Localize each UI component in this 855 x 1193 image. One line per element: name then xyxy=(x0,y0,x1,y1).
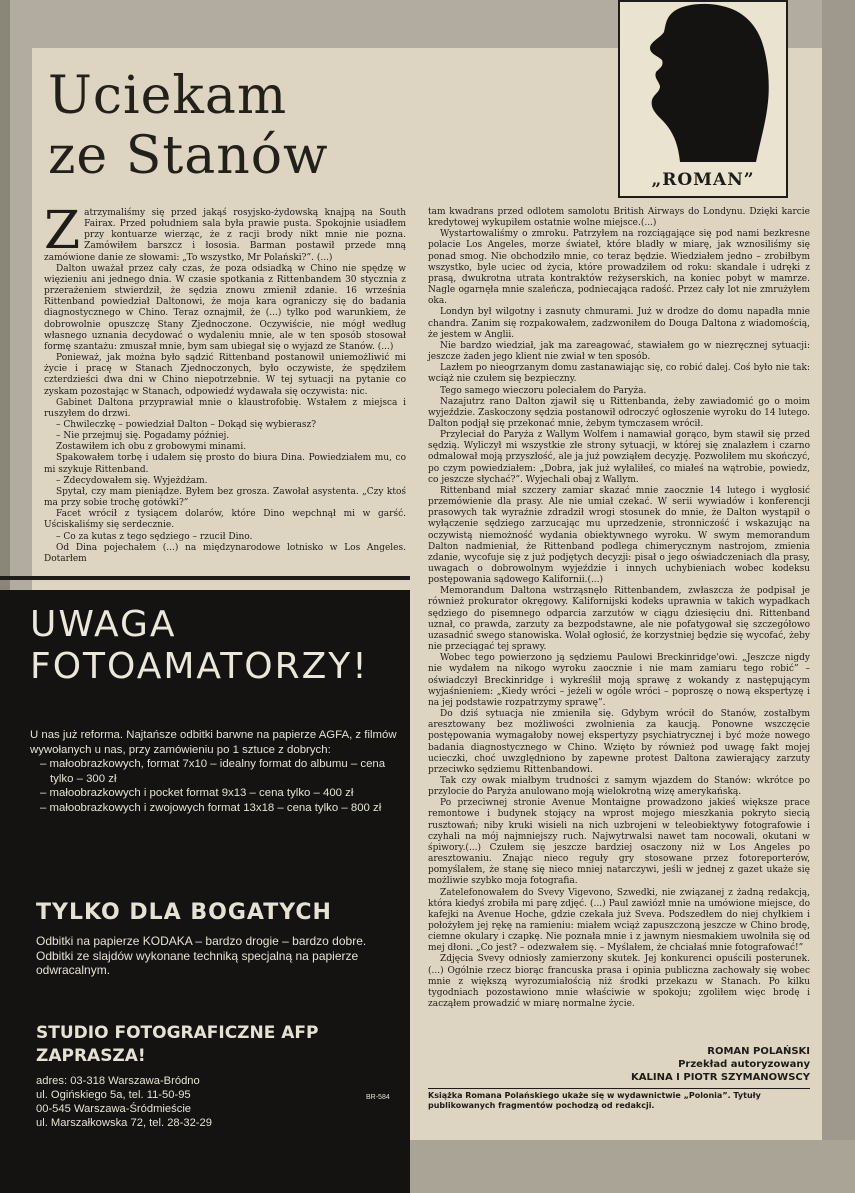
paragraph: Londyn był wilgotny i zasnuty chmurami. Już w drodze do domu napadła mnie chandra. Zanim się rozpakowałem, zadzwoniłem do Douga Daltona z wiadomością, że jestem w Anglii. xyxy=(428,307,810,340)
paragraph: Tak czy owak miałbym trudności z samym wjazdem do Stanów: wkrótce po przylocie do Paryża anulowano moją wielokrotną wizę amerykańską. xyxy=(428,775,810,798)
paragraph: Dalton uważał przez cały czas, że poza odsiadką w Chino nie spędzę w więzieniu ani jednego dnia. W czasie spotkania z Rittenbandem 30 stycznia z przerażeniem stwierdził, że sędzia znowu zmienił zdanie. 16 września Rittenband powiedział Daltonowi, że moja kara ograniczy się do badania diagnostycznego w Chino. Teraz oznajmił, że (...) tylko pod warunkiem, że dobrowolnie opuszczę Stany Zjednoczone. Oczywiście, nie mógł według własnego uznania decydować o wydaleniu mnie, ale w ten sposób stosował formę szantażu: zmuszał mnie, bym sam ubiegał się o wyjazd ze Stanów. (...) xyxy=(44,263,406,352)
footnote-divider xyxy=(428,1088,810,1089)
paragraph: Wystartowaliśmy o zmroku. Patrzyłem na rozciągające się pod nami bezkresne polacie Los Angeles, morze świateł, które bladły w miarę, jak wznosiliśmy się ponad smog. Nie obchodziło mnie, co teraz będzie. Wiedziałem jedno – zrobiłbym wszystko, byle uciec od życia, które prowadziłem od roku: skandale i udręki z prasą, dwukrotna utrata kontraktów reżyserskich, na koniec pobyt w mamrze. Nagle ogarnęła mnie szaleńcza, podniecająca radość. Przez cały lot nie zmrużyłem oka. xyxy=(428,229,810,307)
paragraph: Spakowałem torbę i udałem się prosto do biura Dina. Powiedziałem mu, co mi szykuje Rittenband. xyxy=(44,453,406,475)
ad-code: BR-584 xyxy=(366,1094,390,1101)
ad-headline-line-2: FOTOAMATORZY! xyxy=(30,646,369,687)
page-edge-right xyxy=(822,0,855,1193)
article-column-1 xyxy=(44,201,406,565)
paragraph: – Zdecydowałem się. Wyjeżdżam. xyxy=(56,475,208,486)
paragraph: – Chwileczkę – powiedział Dalton – Dokąd się wybierasz? xyxy=(56,419,317,430)
ad-headline xyxy=(30,604,400,688)
paragraph: Od Dina pojechałem (...) na międzynarodowe lotnisko w Los Angeles. Dotarłem xyxy=(44,542,406,564)
address-line: 00-545 Warszawa-Śródmieście xyxy=(36,1103,192,1115)
paragraph: Spytał, czy mam pieniądze. Byłem bez grosza. Zawołał asystenta. „Czy ktoś ma przy sobie trochę gotówki?” xyxy=(44,486,406,509)
ad-subheading-text: Odbitki na papierze KODAKA – bardzo drogie – bardzo dobre. Odbitki ze slajdów wykonane techniką specjalną na papierze odwracalnym. xyxy=(36,934,367,977)
list-item: – małoobrazkowych i pocket format 9x13 – cena tylko – 400 zł xyxy=(40,787,354,799)
paragraph: Zostawiłem ich obu z grobowymi minami. xyxy=(56,442,247,453)
paragraph: – Nie przejmuj się. Pogadamy później. xyxy=(56,431,230,442)
ad-address xyxy=(36,1074,406,1130)
paragraph: Nie bardzo wiedział, jak ma zareagować, stawiałem go w niezręcznej sytuacji: jeszcze żaden jego klient nie zwiał w ten sposób. xyxy=(428,340,810,363)
article-column-2 xyxy=(428,207,810,1010)
paragraph: Rittenband miał szczery zamiar skazać mnie zaocznie 14 lutego i wygłosić przemówienie dla prasy. Ale nie umiał czekać. W serii wywiadów i konferencji prasowych tak wyraźnie zdradził wrogi stosunek do mnie, że Dalton wystąpił o wyłączenie sędziego zarzucając mu uprzedzenie, stronniczość i wskazując na oczywistą niemożność wydania obiektywnego wyroku. W swym memorandum Dalton nadmieniał, że Rittenband podlega chimerycznym nastrojom, zmienia zdanie, wycofuje się z już podjętych decyzji: pisał o jego oświadczeniach dla prasy, uwagach o dobrowolnym wyjeździe i innych uchybieniach wobec kodeksu postępowania sądowego Kalifornii.(...) xyxy=(428,485,810,586)
paragraph: Facet wrócił z tysiącem dolarów, które Dino wepchnął mi w garść. Uściskaliśmy się serdecznie. xyxy=(44,509,406,531)
author-silhouette-photo xyxy=(618,0,788,198)
ad-subheading: TYLKO DLA BOGATYCH xyxy=(36,900,332,925)
ad-headline-line-1: UWAGA xyxy=(30,604,177,645)
paragraph: Gabinet Daltona przyprawiał mnie o klaustrofobię. Wstałem z miejsca i ruszyłem do drzwi. xyxy=(44,397,406,419)
translators: KALINA I PIOTR SZYMANOWSCY xyxy=(631,1072,810,1083)
ad-offer xyxy=(30,728,400,815)
paragraph: Tego samego wieczoru poleciałem do Paryża. xyxy=(440,385,647,396)
profile-silhouette-icon xyxy=(620,2,786,162)
article-title xyxy=(48,66,448,186)
paragraph: Po przeciwnej stronie Avenue Montaigne prowadzono jakieś większe prace remontowe i budynek stojący na wprost mojego mieszkania pokryto siecią rusztowań; niby kruki wisieli na nich uzbrojeni w teleobiektywy fotografowie i czyhali na mój najmniejszy ruch. Najwytrwalsi nawet tam nocowali, okutani w śpiwory.(...) Czułem się jeszcze bardziej osaczony niż w Los Angeles po aresztowaniu. Znając nieco reguły gry stosowane przez fotoreporterów, pomyślałem, że stanę się nieco mniej natarczywi, jeśli w jednej z gazet ukaże się możliwie szybko moja fotografia. xyxy=(428,798,810,887)
paragraph: Nazajutrz rano Dalton zjawił się u Rittenbanda, żeby zawiadomić go o moim wyjeździe. Zaskoczony sędzia postanowił odroczyć ogłoszenie wyroku do 14 lutego. Dalton podjął się przekonać mnie, żebym tymczasem wrócił. xyxy=(428,396,810,429)
article-author: ROMAN POLAŃSKI xyxy=(707,1046,810,1057)
paragraph: – Co za kutas z tego sędziego – rzucił Dino. xyxy=(56,531,253,542)
paragraph: Lazłem po nieogrzanym domu zastanawiając się, co robić dalej. Coś było nie tak: wciąż nie czułem się bezpieczny. xyxy=(428,363,810,385)
studio-line-2: ZAPRASZA! xyxy=(36,1046,146,1066)
photo-studio-advertisement xyxy=(0,590,410,1193)
list-item: – małoobrazkowych, format 7x10 – idealny format do albumu – cena tylko – 300 zł xyxy=(40,758,386,785)
ad-studio-name xyxy=(36,1022,406,1068)
paragraph: Przyleciał do Paryża z Wallym Wolfem i namawiał gorąco, bym stawił się przed sędzią. Wyliczył mi wszystkie złe strony sytuacji, w której się znalazłem i czarno odmalował moją przyszłość, ale ja już powziąłem decyzję. Pozwoliłem mu skończyć, po czym powiedziałem: „Dobra, jak już wyłaliłeś, co miałeś na wątrobie, powiedz, co jeszcze słychać?”. Wyjechali obaj z Wallym. xyxy=(428,430,810,485)
list-item: – małoobrazkowych i zwojowych format 13x18 – cena tylko – 800 zł xyxy=(40,801,382,814)
address-line: ul. Marszałkowska 72, tel. 28-32-29 xyxy=(36,1117,212,1129)
photo-caption: „ROMAN” xyxy=(651,170,755,190)
paragraph: Zatelefonowałem do Svevy Vigevono, Szwedki, nie związanej z żadną redakcją, która kiedyś zrobiła mi parę zdjęć. (...) Paul zawiózł mnie na umówione miejsce, do kafejki na Avenue Hoche, gdzie czekała już Sveva. Podszedłem do niej chyłkiem i położyłem jej rękę na ramieniu: miałem wciąż zapuszczoną jeszcze w Chino brodę, ciemne okulary i czapkę. Nie poznała mnie i z jawnym niesmakiem uwolniła się od mej dłoni. „Co jest? – odezwałem się. – Myślałem, że chciałaś mnie fotografować!” xyxy=(428,887,810,954)
paragraph: atrzymaliśmy się przed jakąś rosyjsko-żydowską knajpą na South Fairax. Przed południem sala była prawie pusta. Spokojnie usiadłem przy kontuarze wierząc, że z racji brody nikt mnie nie pozna. Zamówiłem barszcz i łososia. Barman postawił przede mną zamówione danie ze słowami: „To wszystko, Mr Polański?”. (...) xyxy=(44,208,406,263)
editorial-footnote: Książka Romana Polańskiego ukaże się w wydawnictwie „Polonia”. Tytuły publikowanych fragmentów pochodzą od redakcji. xyxy=(428,1091,761,1110)
paragraph: tam kwadrans przed odlotem samolotu British Airways do Londynu. Dzięki karcie kredytowej wykupiłem ostatnie wolne miejsce.(...) xyxy=(428,207,810,229)
translation-note: Przekład autoryzowany xyxy=(678,1059,810,1070)
address-line: adres: 03-318 Warszawa-Bródno xyxy=(36,1075,200,1087)
ad-price-list xyxy=(30,757,400,815)
paragraph: Do dziś sytuacja nie zmieniła się. Gdybym wrócił do Stanów, zostałbym aresztowany bez możliwości zwolnienia za kaucją. Ponowne wszczęcie postępowania wymagałoby nowej ekspertyzy psychiatrycznej i być może nowego badania diagnostycznego w Chino. Wzięto by również pod uwagę fakt mojej ucieczki, choć uwzględniono by zapewne protest Daltona zawierający zarzuty przeciwko sędziemu Rittenbandowi. xyxy=(428,709,810,775)
paragraph: Zdjęcia Svevy odniosły zamierzony skutek. Jej konkurenci opuścili posterunek.(...) Ogólnie rzecz biorąc francuska prasa i opinia publiczna zachowały się wobec mnie z większą wyrozumiałością niż środki przekazu w Stanach. Po kilku tygodniach pozostawiono mnie właściwie w spokoju; zgoliłem więc brodę i zacząłem prowadzić w miarę normalne życie. xyxy=(428,954,810,1010)
title-line-1: Uciekam xyxy=(48,66,288,126)
drop-cap: Z xyxy=(44,201,81,261)
address-line: ul. Ogińskiego 5a, tel. 11-50-95 xyxy=(36,1089,191,1101)
ad-intro: U nas już reforma. Najtańsze odbitki barwne na papierze AGFA, z filmów wywołanych u nas, przy zamówieniu po 1 sztuce z dobrych: xyxy=(30,729,397,756)
paragraph: Wobec tego powierzono ją sędziemu Paulowi Breckinridge'owi. „Jeszcze nigdy nie wydałem na nikogo wyroku zaocznie i nie mam zamiaru tego robić” – oświadczył Breckinridge i wykreślił moją sprawę z wokandy z następującym wyjaśnieniem: „Kiedy wróci – jeżeli w ogóle wróci – poproszę o nową ekspertyzę i na jej podstawie rozpatrzymy sprawę”. xyxy=(428,653,810,708)
studio-line-1: STUDIO FOTOGRAFICZNE AFP xyxy=(36,1023,319,1043)
title-line-2: ze Stanów xyxy=(48,126,329,186)
ad-divider xyxy=(0,576,410,580)
paragraph: Ponieważ, jak można było sądzić Rittenband postanowił uniemożliwić mi życie i pracę w Stanach Zjednoczonych, było oczywiste, że spędziłem czterdzieści dwa dni w Chino niepotrzebnie. W tej sytuacji na pytanie co zyskam pozostając w Stanach, odpowiedź wydawała się oczywista: nic. xyxy=(44,353,406,397)
paragraph: Memorandum Daltona wstrząsnęło Rittenbandem, zwłaszcza że podpisał je również prokurator okręgowy. Kalifornijski kodeks uprawnia w takich wypadkach sędziego do pisemnego odparcia zarzutów w ciągu dziesięciu dni. Rittenband uznał, co prawda, zarzuty za bezpodstawne, ale nie pofatygował się szczegółowo uzasadnić swego stanowiska. Wolał ogłosić, że korzystniej będzie się wycofać, żeby nie przeciągać tej sprawy. xyxy=(428,586,810,653)
